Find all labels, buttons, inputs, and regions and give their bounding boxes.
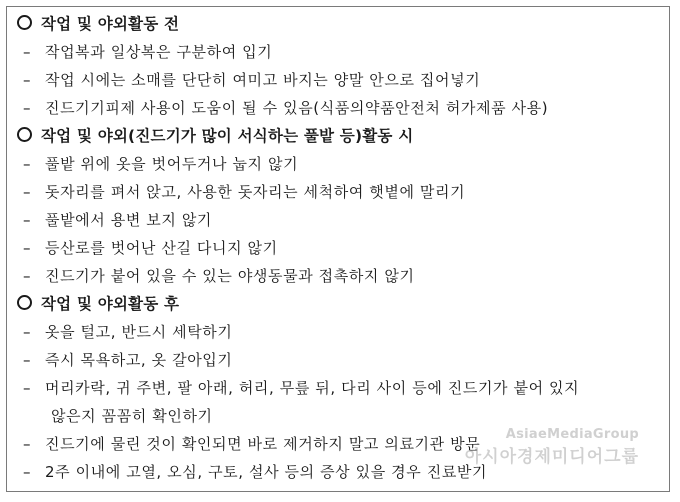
section-heading: 작업 및 야외(진드기가 많이 서식하는 풀밭 등)활동 시 (17, 122, 413, 150)
list-item: – 등산로를 벗어난 산길 다니지 않기 (23, 234, 278, 262)
dash-bullet: – (23, 267, 32, 285)
dash-bullet: – (23, 323, 32, 341)
list-item: – 작업복과 일상복은 구분하여 입기 (23, 38, 272, 66)
dash-bullet: – (23, 463, 32, 481)
section-heading: 작업 및 야외활동 전 (17, 10, 179, 38)
section-heading: 작업 및 야외활동 후 (17, 290, 179, 318)
list-item: – 작업 시에는 소매를 단단히 여미고 바지는 양말 안으로 집어넣기 (23, 66, 480, 94)
list-item: – 옷을 털고, 반드시 세탁하기 (23, 318, 232, 346)
list-item-continuation: 않은지 꼼꼼히 확인하기 (51, 407, 213, 425)
dash-bullet: – (23, 211, 32, 229)
notice-box (6, 6, 670, 492)
dash-bullet: – (23, 43, 32, 61)
watermark (465, 427, 639, 467)
dash-bullet: – (23, 435, 32, 453)
dash-bullet: – (23, 351, 32, 369)
list-item: – 진드기에 물린 것이 확인되면 바로 제거하지 말고 의료기관 방문 (23, 430, 480, 458)
dash-bullet: – (23, 155, 32, 173)
list-item: – 즉시 목욕하고, 옷 갈아입기 (23, 346, 232, 374)
dash-bullet: – (23, 239, 32, 257)
list-item: – 2주 이내에 고열, 오심, 구토, 설사 등의 증상 있을 경우 진료받기 (23, 458, 487, 486)
list-item: – 진드기가 붙어 있을 수 있는 야생동물과 접촉하지 않기 (23, 262, 415, 290)
list-item: – 돗자리를 펴서 앉고, 사용한 돗자리는 세척하여 햇볕에 말리기 (23, 178, 465, 206)
dash-bullet: – (23, 99, 32, 117)
circle-bullet-icon (17, 295, 32, 310)
dash-bullet: – (23, 379, 32, 397)
watermark-en: AsiaeMediaGroup (505, 427, 639, 442)
dash-bullet: – (23, 183, 32, 201)
dash-bullet: – (23, 71, 32, 89)
list-item: – 머리카락, 귀 주변, 팔 아래, 허리, 무릎 뒤, 다리 사이 등에 진드기가 붙어 있지 (23, 374, 579, 402)
circle-bullet-icon (17, 127, 32, 142)
list-item: – 풀밭에서 용변 보지 않기 (23, 206, 212, 234)
list-item: – 풀밭 위에 옷을 벗어두거나 눕지 않기 (23, 150, 298, 178)
watermark-ko: 아시아경제미디어그룹 (464, 447, 639, 467)
circle-bullet-icon (17, 15, 32, 30)
list-item: – 진드기기피제 사용이 도움이 될 수 있음(식품의약품안전처 허가제품 사용) (23, 94, 548, 122)
